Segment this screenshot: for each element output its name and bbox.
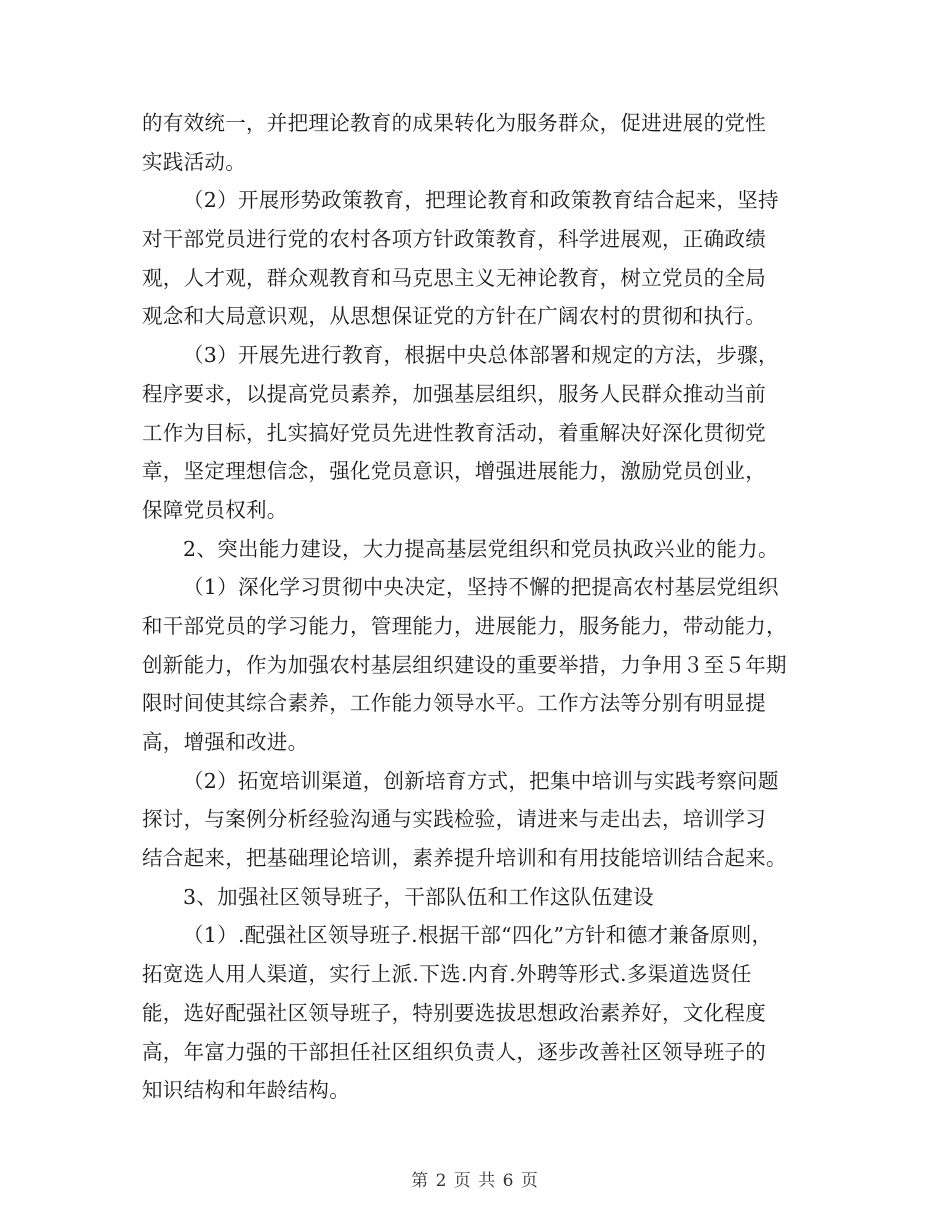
text-line: 工作为目标，扎实搞好党员先进性教育活动，着重解决好深化贯彻党 <box>142 420 766 445</box>
text-line: 保障党员权利。 <box>142 497 288 522</box>
text-line: （2）拓宽培训渠道，创新培育方式，把集中培训与实践考察问题 <box>183 768 779 793</box>
text-line: 和干部党员的学习能力，管理能力，进展能力，服务能力，带动能力， <box>142 613 787 638</box>
paragraph <box>142 104 832 181</box>
text-line: 程序要求，以提高党员素养，加强基层组织，服务人民群众推动当前 <box>142 381 766 406</box>
paragraph <box>142 568 832 761</box>
text-line: 3、加强社区领导班子，干部队伍和工作这队伍建设 <box>183 884 654 909</box>
text-line: 对干部党员进行党的农村各项方针政策教育，科学进展观，正确政绩 <box>142 227 766 252</box>
text-line: （1）.配强社区领导班子.根据干部“四化”方针和德才兼备原则， <box>183 923 773 948</box>
text-line: 限时间使其综合素养，工作能力领导水平。工作方法等分别有明显提 <box>142 691 766 716</box>
text-line: （3）开展先进行教育，根据中央总体部署和规定的方法，步骤， <box>183 343 779 368</box>
paragraph <box>142 916 832 1109</box>
text-line: 探讨，与案例分析经验沟通与实践检验，请进来与走出去，培训学习 <box>142 807 766 832</box>
paragraph <box>142 762 832 878</box>
text-line: 观念和大局意识观，从思想保证党的方针在广阔农村的贯彻和执行。 <box>142 304 766 329</box>
text-line: 高，增强和改进。 <box>142 730 309 754</box>
text-line: 的有效统一，并把理论教育的成果转化为服务群众，促进进展的党性 <box>142 111 766 135</box>
paragraph <box>142 336 832 529</box>
text-line: 拓宽选人用人渠道，实行上派.下选.内育.外聘等形式.多渠道选贤任 <box>142 962 752 987</box>
text-line: 观，人才观，群众观教育和马克思主义无神论教育，树立党员的全局 <box>142 265 766 290</box>
text-line: （1）深化学习贯彻中央决定，坚持不懈的把提高农村基层党组织 <box>183 575 779 600</box>
paragraph <box>142 181 832 336</box>
paragraph <box>142 530 832 569</box>
paragraph <box>142 878 832 917</box>
text-line: 章，坚定理想信念，强化党员意识，增强进展能力，激励党员创业， <box>142 459 766 484</box>
text-line: 实践活动。 <box>142 149 246 174</box>
text-line: 2、突出能力建设，大力提高基层党组织和党员执政兴业的能力。 <box>183 536 779 561</box>
text-line: 创新能力，作为加强农村基层组织建设的重要举措，力争用３至５年期 <box>142 652 787 677</box>
text-line: 结合起来，把基础理论培训，素养提升培训和有用技能培训结合起来。 <box>142 846 787 871</box>
text-line: 高，年富力强的干部担任社区组织负责人，逐步改善社区领导班子的 <box>142 1039 766 1064</box>
document-body <box>142 104 832 1110</box>
page-footer: 第 2 页 共 6 页 <box>411 1171 539 1191</box>
text-line: 知识结构和年龄结构。 <box>142 1078 350 1103</box>
text-line: （2）开展形势政策教育，把理论教育和政策教育结合起来，坚持 <box>183 188 779 213</box>
text-line: 能，选好配强社区领导班子，特别要选拔思想政治素养好，文化程度 <box>142 1000 766 1025</box>
